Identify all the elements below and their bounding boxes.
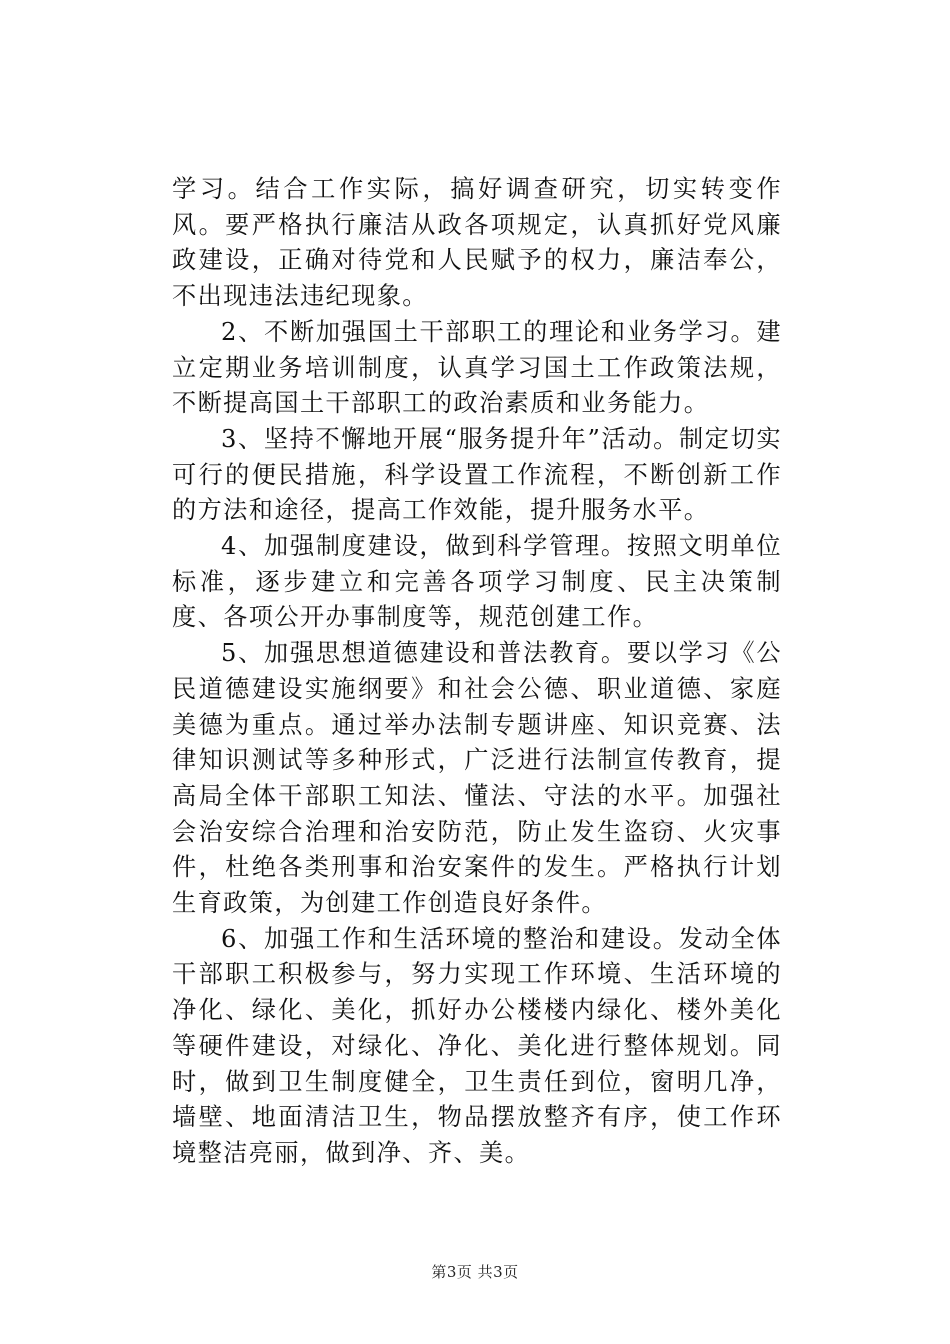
paragraph-continuation: 学习。结合工作实际，搞好调查研究，切实转变作风。要严格执行廉洁从政各项规定，认真抓好党风廉政建设，正确对待党和人民赋予的权力，廉洁奉公，不出现违法违纪现象。: [172, 175, 782, 311]
document-body: [172, 172, 782, 1172]
page-footer: 第3页 共3页: [431, 1263, 519, 1281]
paragraph-item-5: 5、加强思想道德建设和普法教育。要以学习《公民道德建设实施纲要》和社会公德、职业道德、家庭美德为重点。通过举办法制专题讲座、知识竞赛、法律知识测试等多种形式，广泛进行法制宣传教育，提高局全体干部职工知法、懂法、守法的水平。加强社会治安综合治理和治安防范，防止发生盗窃、火灾事件，杜绝各类刑事和治安案件的发生。严格执行计划生育政策，为创建工作创造良好条件。: [172, 639, 782, 918]
paragraph-item-3: 3、坚持不懈地开展“服务提升年”活动。制定切实可行的便民措施，科学设置工作流程，不断创新工作的方法和途径，提高工作效能，提升服务水平。: [172, 424, 782, 525]
paragraph-item-6: 6、加强工作和生活环境的整治和建设。发动全体干部职工积极参与，努力实现工作环境、生活环境的净化、绿化、美化，抓好办公楼楼内绿化、楼外美化等硬件建设，对绿化、净化、美化进行整体规划。同时，做到卫生制度健全，卫生责任到位，窗明几净，墙壁、地面清洁卫生，物品摆放整齐有序，使工作环境整洁亮丽，做到净、齐、美。: [172, 924, 782, 1167]
paragraph-item-4: 4、加强制度建设，做到科学管理。按照文明单位标准，逐步建立和完善各项学习制度、民主决策制度、各项公开办事制度等，规范创建工作。: [172, 532, 782, 632]
paragraph-item-2: 2、不断加强国土干部职工的理论和业务学习。建立定期业务培训制度，认真学习国土工作政策法规，不断提高国土干部职工的政治素质和业务能力。: [172, 317, 782, 418]
